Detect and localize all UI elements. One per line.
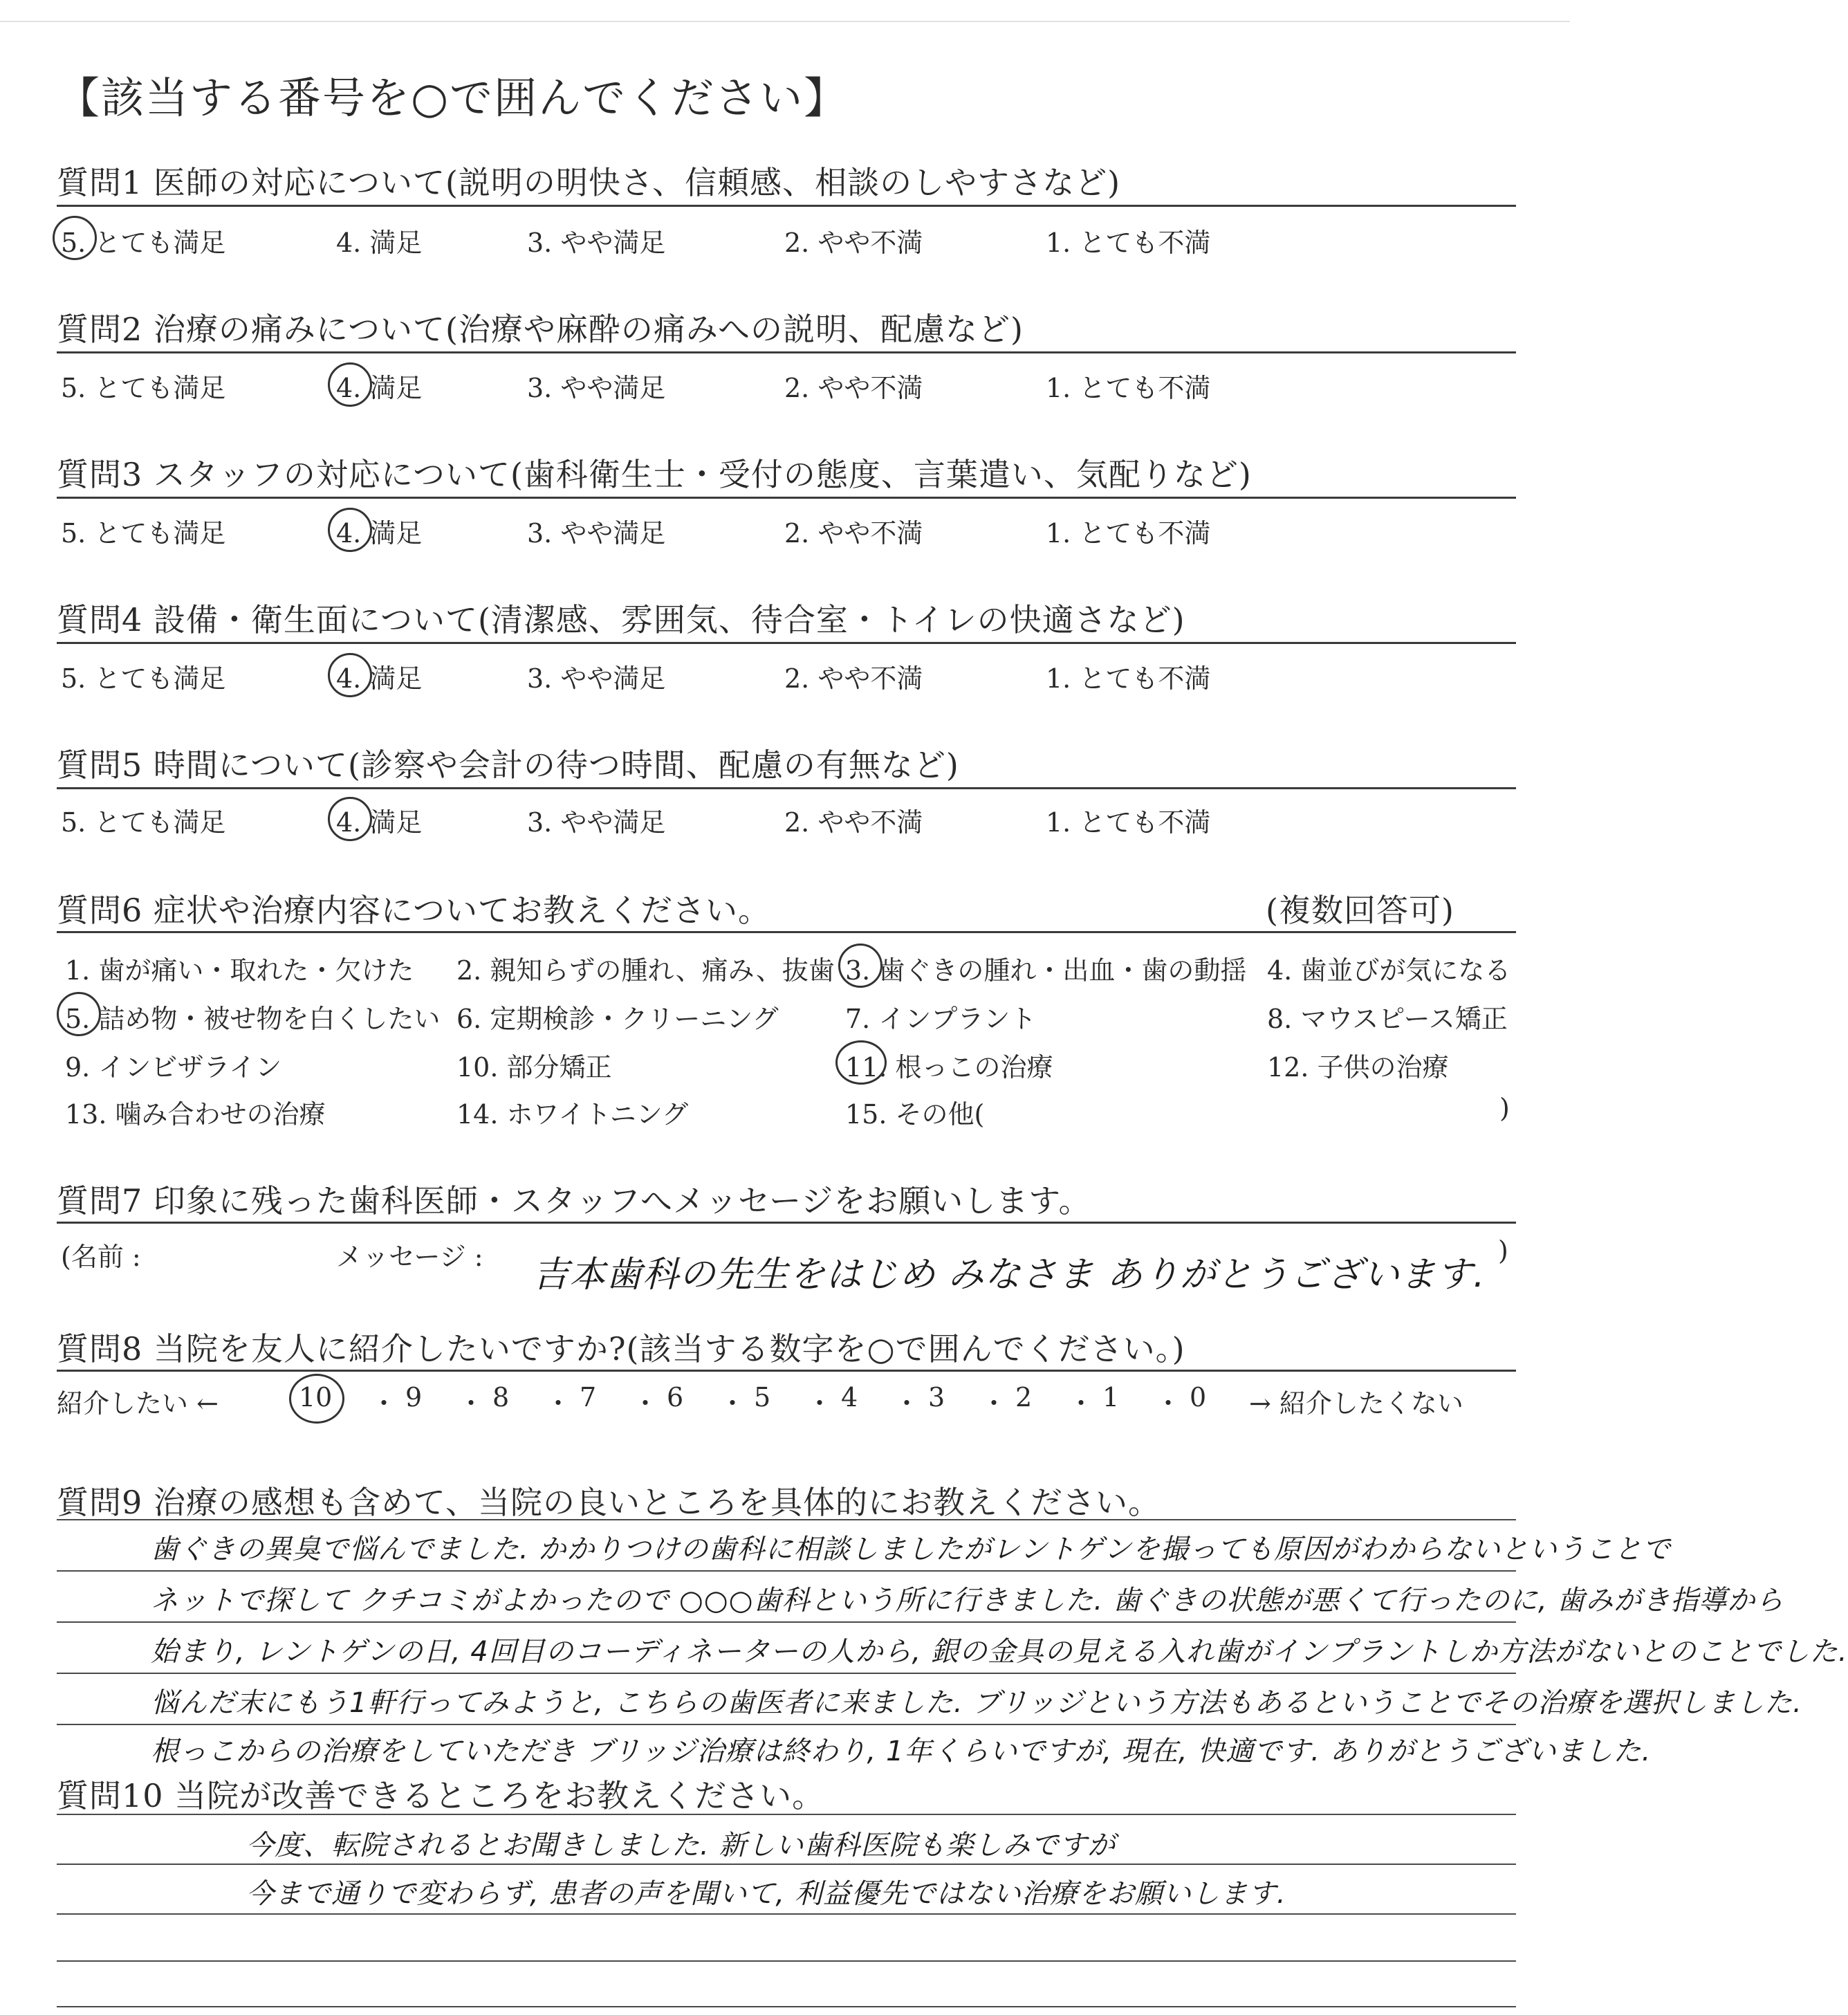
q10-writing-line [57,1960,1516,1962]
q6-item-10[interactable]: 10. 部分矯正 [456,1052,612,1083]
q10-writing-line [57,2006,1516,2007]
q8-right-label: → 紹介したくない [1249,1388,1463,1419]
q6-item-9[interactable]: 9. インビザライン [65,1052,282,1083]
question-4-title: 質問4 設備・衛生面について(清潔感、雰囲気、待合室・トイレの快適さなど) [57,601,1185,638]
q6-item-2[interactable]: 2. 親知らずの腫れ、痛み、抜歯 [456,955,835,986]
q4-option-2[interactable]: 2. やや不満 [784,663,923,694]
q2-option-2[interactable]: 2. やや不満 [784,373,923,403]
q5-selection-circle [328,797,372,841]
q1-option-1[interactable]: 1. とても不満 [1046,228,1211,258]
q1-option-2[interactable]: 2. やや不満 [784,228,923,258]
q3-option-2[interactable]: 2. やや不満 [784,518,923,549]
q6-selection-circle-11 [835,1040,887,1085]
question-5-title: 質問5 時間について(診察や会計の待つ時間、配慮の有無など) [57,746,959,784]
question-3-title: 質問3 スタッフの対応について(歯科衛生士・受付の態度、言葉遣い、気配りなど) [57,456,1252,493]
q6-item-15-close: ) [1499,1093,1510,1123]
question-1-title: 質問1 医師の対応について(説明の明快さ、信頼感、相談のしやすさなど) [57,164,1121,201]
q6-item-5[interactable]: 5. 詰め物・被せ物を白くしたい [65,1004,441,1034]
q8-scale-sep: ・ [545,1388,572,1419]
q3-selection-circle [328,508,372,552]
q7-message-text: 吉本歯科の先生をはじめ みなさま ありがとうございます. [533,1254,1486,1296]
q8-scale-4[interactable]: 4 [841,1382,858,1413]
q1-option-3[interactable]: 3. やや満足 [527,228,666,258]
q6-item-12[interactable]: 12. 子供の治療 [1267,1052,1449,1083]
question-1-rule [57,205,1516,207]
question-8-rule [57,1370,1516,1372]
question-6-rule [57,931,1516,933]
q6-item-4[interactable]: 4. 歯並びが気になる [1267,955,1511,986]
question-4-rule [57,642,1516,644]
question-3-rule [57,497,1516,499]
q8-scale-9[interactable]: 9 [405,1382,423,1413]
q8-scale-7[interactable]: 7 [580,1382,597,1413]
q8-scale-sep: ・ [1155,1388,1182,1419]
question-2-title: 質問2 治療の痛みについて(治療や麻酔の痛みへの説明、配慮など) [57,311,1024,348]
q2-option-4[interactable]: 4. 満足 [336,373,423,403]
q7-message-label: メッセージ : [336,1242,483,1272]
question-10-title: 質問10 当院が改善できるところをお教えください。 [57,1777,825,1814]
q10-writing-line [57,1864,1516,1865]
q1-option-4[interactable]: 4. 満足 [336,228,423,258]
question-6-title: 質問6 症状や治療内容についてお教えください。 [57,892,770,929]
q6-selection-circle-3 [838,944,883,988]
q2-selection-circle [328,362,372,407]
q2-option-5[interactable]: 5. とても満足 [61,373,226,403]
q1-selection-circle [53,216,97,260]
q4-option-3[interactable]: 3. やや満足 [527,663,666,694]
question-9-title: 質問9 治療の感想も含めて、当院の良いところを具体的にお教えください。 [57,1484,1161,1521]
q5-option-2[interactable]: 2. やや不満 [784,807,923,838]
q5-option-4[interactable]: 4. 満足 [336,807,423,838]
q4-option-5[interactable]: 5. とても満足 [61,663,226,694]
question-7-rule [57,1222,1516,1224]
q10-writing-line [57,1814,1516,1815]
q4-selection-circle [328,653,372,697]
q6-item-3[interactable]: 3. 歯ぐきの腫れ・出血・歯の動揺 [845,955,1247,986]
q8-scale-0[interactable]: 0 [1190,1382,1207,1413]
q2-option-1[interactable]: 1. とても不満 [1046,373,1211,403]
question-5-rule [57,787,1516,789]
q5-option-1[interactable]: 1. とても不満 [1046,807,1211,838]
q8-scale-sep: ・ [894,1388,921,1419]
q8-scale-10[interactable]: 10 [299,1382,333,1413]
q9-writing-line [57,1621,1516,1623]
q9-writing-line [57,1519,1516,1520]
question-8-title: 質問8 当院を友人に紹介したいですか?(該当する数字を○で囲んでください。) [57,1330,1185,1368]
q8-scale-8[interactable]: 8 [492,1382,510,1413]
q4-option-4[interactable]: 4. 満足 [336,663,423,694]
q9-writing-line [57,1570,1516,1572]
top-border [0,21,1570,22]
q9-answer-line-4: 悩んだ末にもう1軒行ってみようと, こちらの歯医者に来ました. ブリッジという方法もあるということでその治療を選択しました. [151,1687,1802,1719]
q6-item-14[interactable]: 14. ホワイトニング [456,1099,689,1130]
q8-scale-sep: ・ [371,1388,398,1419]
q6-item-7[interactable]: 7. インプラント [845,1004,1037,1034]
q10-writing-line [57,1913,1516,1915]
q10-answer-line-2: 今まで通りで変わらず, 患者の声を聞いて, 利益優先ではない治療をお願いします. [246,1878,1286,1910]
q9-answer-line-1: 歯ぐきの異臭で悩んでました. かかりつけの歯科に相談しましたがレントゲンを撮っても原因がわからないということで [151,1534,1671,1565]
q8-scale-sep: ・ [981,1388,1008,1419]
q5-option-5[interactable]: 5. とても満足 [61,807,226,838]
q2-option-3[interactable]: 3. やや満足 [527,373,666,403]
q8-scale-2[interactable]: 2 [1015,1382,1033,1413]
q8-scale-1[interactable]: 1 [1102,1382,1120,1413]
q8-scale-sep: ・ [458,1388,485,1419]
q10-answer-line-1: 今度、転院されるとお聞きしました. 新しい歯科医院も楽しみですが [246,1830,1116,1861]
q8-scale-6[interactable]: 6 [667,1382,684,1413]
q8-scale-sep: ・ [632,1388,659,1419]
q8-scale-5[interactable]: 5 [754,1382,771,1413]
q8-scale-sep: ・ [719,1388,746,1419]
q3-option-5[interactable]: 5. とても満足 [61,518,226,549]
q1-option-5[interactable]: 5. とても満足 [61,228,226,258]
q9-writing-line [57,1673,1516,1674]
q6-item-8[interactable]: 8. マウスピース矯正 [1267,1004,1508,1034]
q7-name-label: (名前 : [61,1242,141,1272]
q8-scale-sep: ・ [1068,1388,1095,1419]
q6-item-1[interactable]: 1. 歯が痛い・取れた・欠けた [65,955,414,986]
q8-selection-circle [289,1374,344,1424]
q6-item-13[interactable]: 13. 噛み合わせの治療 [65,1099,326,1130]
question-7-title: 質問7 印象に残った歯科医師・スタッフへメッセージをお願いします。 [57,1182,1091,1220]
q9-answer-line-2: ネットで探して クチコミがよかったので ○○○歯科という所に行きました. 歯ぐきの状態が悪くて行ったのに, 歯みがき指導から [151,1585,1784,1617]
q8-scale-3[interactable]: 3 [928,1382,945,1413]
page-heading: 【該当する番号を○で囲んでください】 [57,73,849,123]
q6-selection-circle-5 [57,992,101,1036]
q3-option-3[interactable]: 3. やや満足 [527,518,666,549]
question-6-note: (複数回答可) [1266,892,1454,929]
q6-item-6[interactable]: 6. 定期検診・クリーニング [456,1004,779,1034]
q3-option-4[interactable]: 4. 満足 [336,518,423,549]
q9-writing-line [57,1724,1516,1725]
q7-close-paren: ) [1498,1235,1508,1266]
q5-option-3[interactable]: 3. やや満足 [527,807,666,838]
q4-option-1[interactable]: 1. とても不満 [1046,663,1211,694]
q9-answer-line-5: 根っこからの治療をしていただき ブリッジ治療は終わり, 1年くらいですが, 現在, 快適です. ありがとうございました. [151,1736,1652,1767]
q9-answer-line-3: 始まり, レントゲンの日, 4回目のコーディネーターの人から, 銀の金具の見える入れ歯がインプラントしか方法がないとのことでした. [151,1636,1848,1668]
q6-item-15[interactable]: 15. その他( [845,1099,985,1130]
question-2-rule [57,351,1516,353]
q8-left-label: 紹介したい ← [57,1388,219,1419]
q6-item-11[interactable]: 11. 根っこの治療 [845,1052,1053,1083]
q8-scale-sep: ・ [806,1388,833,1419]
q3-option-1[interactable]: 1. とても不満 [1046,518,1211,549]
